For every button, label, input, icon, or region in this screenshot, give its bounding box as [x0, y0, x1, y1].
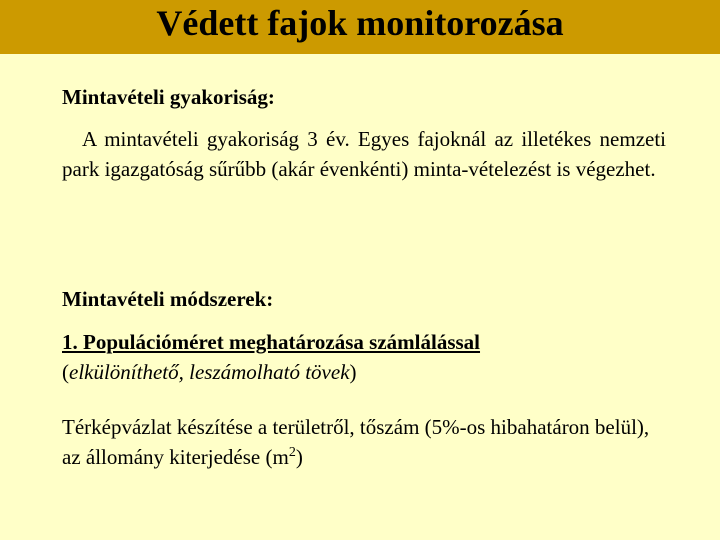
method-item-1-note-line: [62, 357, 666, 387]
method-description-end: ): [295, 445, 303, 469]
method-description-text: Térképvázlat készítése a területről, tőszám (5%-os hibahatáron belül), az állomány kiterjedése (m: [62, 415, 650, 469]
frequency-paragraph: [62, 124, 666, 184]
title-bar: [0, 0, 720, 54]
note-close-paren: ): [349, 360, 357, 384]
method-item-1-note: elkülöníthető, leszámolható tövek: [69, 360, 350, 384]
method-description: [62, 412, 666, 472]
page-title: Védett fajok monitorozása: [156, 3, 564, 43]
frequency-heading: Mintavételi gyakoriság:: [62, 85, 275, 109]
methods-heading: Mintavételi módszerek:: [62, 287, 274, 311]
note-open-paren: (: [62, 360, 69, 384]
method-item-1: [62, 327, 666, 387]
method-item-1-title: 1. Populációméret meghatározása számlálással: [62, 330, 481, 354]
area-unit-superscript: 2: [288, 445, 296, 460]
frequency-paragraph-text: A mintavételi gyakoriság 3 év. Egyes fajoknál az illetékes nemzeti park igazgatóság sűrűbb (akár évenkénti) minta-vételezést is végezhet.: [62, 127, 666, 181]
